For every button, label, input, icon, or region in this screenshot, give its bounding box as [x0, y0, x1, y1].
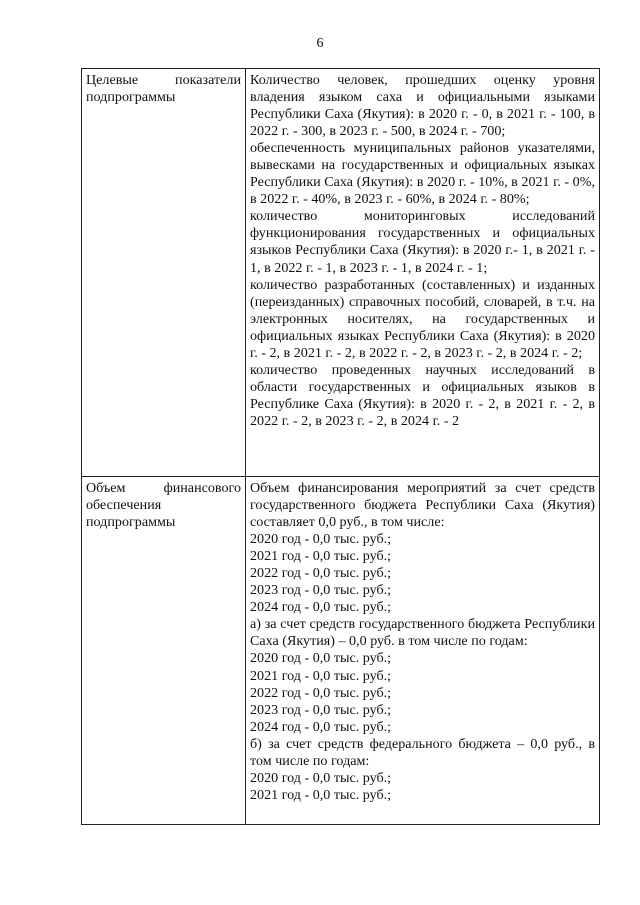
financing-year-line: 2021 год - 0,0 тыс. руб.;: [250, 786, 392, 803]
financing-year-line: 2022 год - 0,0 тыс. руб.;: [250, 565, 392, 582]
row-label-financing: Объем финансового обеспечения подпрограммы: [82, 477, 246, 825]
financing-year-line: 2021 год - 0,0 тыс. руб.;: [250, 667, 392, 684]
financing-year-line: 2022 год - 0,0 тыс. руб.;: [250, 684, 392, 701]
table-row-financing: [82, 477, 600, 825]
financing-year-line: 2024 год - 0,0 тыс. руб.;: [250, 718, 392, 735]
indicator-monitoring-studies: количество мониторинговых исследований функционирования государственных и официальных языков Республики Саха (Якутия): в 2020 г.- 1, в 2021 г. - 1, в 2022 г. - 1, в 2023 г. - 1, в 2024 г. - 1;: [250, 208, 595, 276]
indicator-research-studies: количество проведенных научных исследований в области государственных и официальных языков в Республике Саха (Якутия): в 2020 г. - 2, в 2021 г. - 2, в 2022 г. - 2, в 2023 г. - 2, в 2024 г. - 2: [250, 361, 595, 429]
indicator-assessment-count: Количество человек, прошедших оценку уровня владения языком саха и официальными языками Республики Саха (Якутия): в 2020 г. - 0, в 2021 г. - 100, в 2022 г. - 300, в 2023 г. - 500, в 2024 г. - 700;: [250, 72, 595, 140]
indicator-signage-coverage: обеспеченность муниципальных районов указателями, вывесками на государственных и официальных языках Республики Саха (Якутия): в 2020 г. - 10%, в 2021 г. - 0%, в 2022 г. - 40%, в 2023 г. - 60%, в 2024 г. - 80%;: [250, 140, 595, 208]
row-value-target-indicators: [246, 69, 600, 477]
row-value-financing: [246, 477, 600, 825]
financing-summary: Объем финансирования мероприятий за счет средств государственного бюджета Республики Саха (Якутия) составляет 0,0 руб., в том числе:: [250, 480, 595, 531]
financing-year-line: 2023 год - 0,0 тыс. руб.;: [250, 582, 392, 599]
row-label-target-indicators: Целевые показатели подпрограммы: [82, 69, 246, 477]
financing-federal-budget: б) за счет средств федерального бюджета – 0,0 руб., в том числе по годам:: [250, 735, 595, 769]
financing-regional-budget: а) за счет средств государственного бюджета Республики Саха (Якутия) – 0,0 руб. в том числе по годам:: [250, 616, 595, 650]
page-number: 6: [316, 36, 324, 51]
subprogram-passport-table: [81, 68, 600, 825]
financing-year-line: 2020 год - 0,0 тыс. руб.;: [250, 769, 392, 786]
financing-year-line: 2020 год - 0,0 тыс. руб.;: [250, 650, 392, 667]
financing-year-line: 2020 год - 0,0 тыс. руб.;: [250, 531, 392, 548]
financing-year-line: 2023 год - 0,0 тыс. руб.;: [250, 701, 392, 718]
financing-year-line: 2021 год - 0,0 тыс. руб.;: [250, 548, 392, 565]
financing-year-line: 2024 год - 0,0 тыс. руб.;: [250, 599, 392, 616]
indicator-reference-publications: количество разработанных (составленных) и изданных (переизданных) справочных пособий, словарей, в т.ч. на электронных носителях, на государственных и официальных языках Республики Саха (Якутия): в 2020 г. - 2, в 2021 г. - 2, в 2022 г. - 2, в 2023 г. - 2, в 2024 г. - 2;: [250, 276, 595, 361]
table-row-target-indicators: [82, 69, 600, 477]
